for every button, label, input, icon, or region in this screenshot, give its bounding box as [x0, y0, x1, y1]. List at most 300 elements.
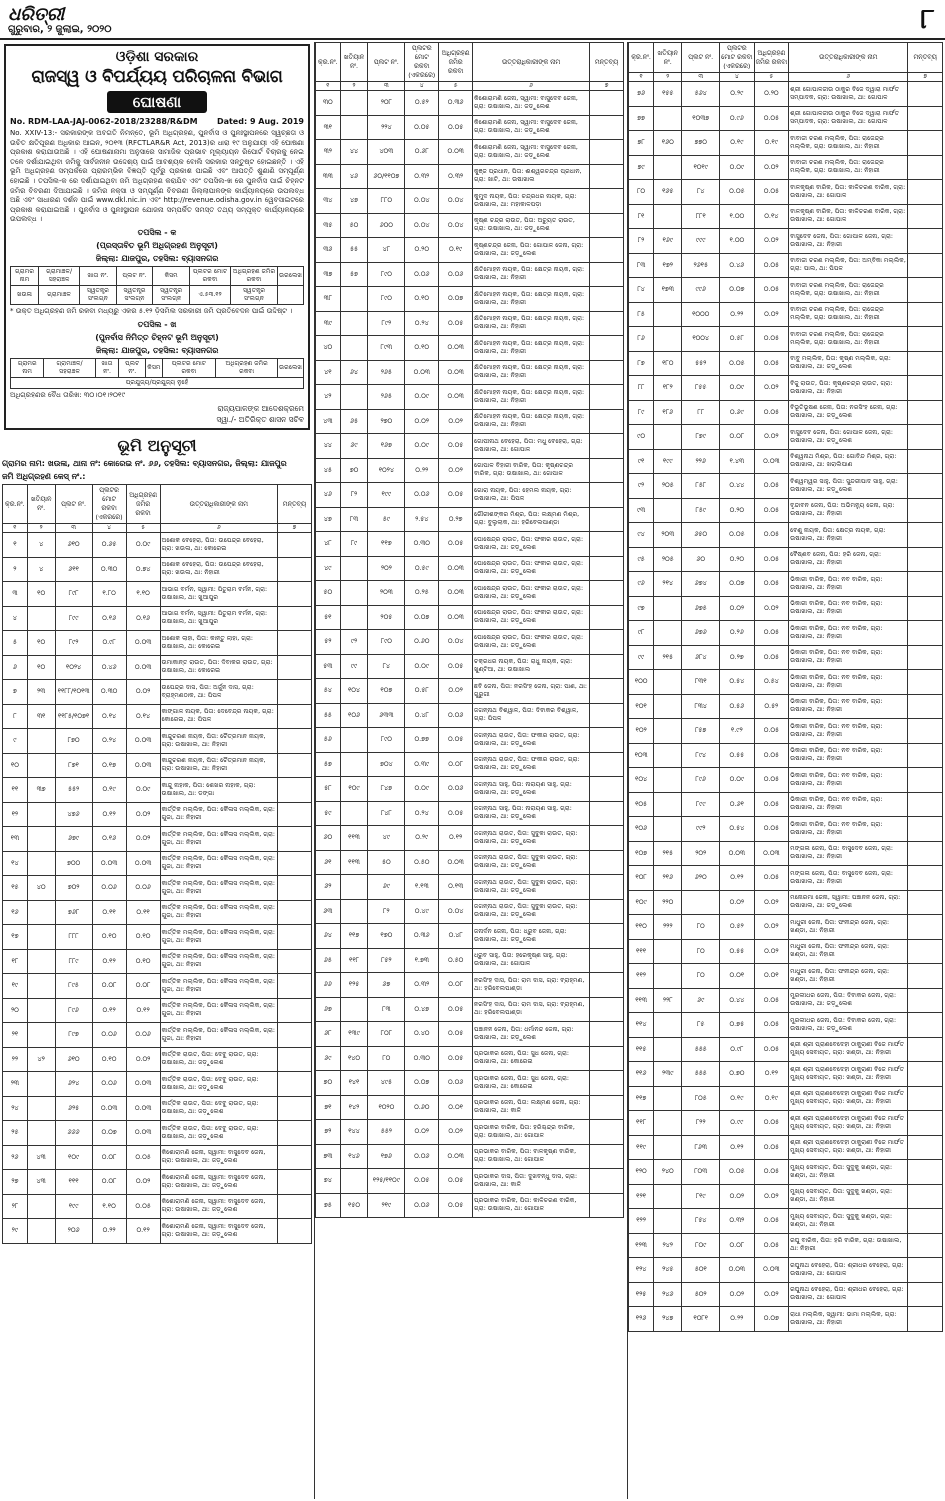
table-row [3, 655, 312, 680]
total-area-cell: ୦.୧୯ [720, 131, 755, 156]
khata-cell: ୬୯ [340, 434, 368, 459]
remarks-cell [590, 899, 624, 924]
serial-cell: ୭୩ [316, 1144, 341, 1169]
acquired-area-cell: ୦.୦୫ [754, 180, 789, 205]
table-row [629, 278, 943, 303]
serial-cell: ୫୬ [316, 728, 341, 753]
serial-cell: ୧୨୬ [629, 1307, 654, 1332]
acquired-area-cell: ୦.୦୫ [439, 434, 473, 459]
owner-name-cell: ଛବି ଜେନା, ପିତା: ନରସିଂହ ଜେନା, ଗ୍ରା: ପାଣ, ଥା: ଗୁରୁଗୀ [473, 679, 590, 704]
owner-name-cell: କ୍ଷିତିମୋହନ ନାୟକ, ପିତା: କ୍ଷେତ୍ର ନାୟକ, ଗ୍ରା: ଉଷାଖାଲ, ଥା: ନିହାରୀ [473, 360, 590, 385]
acquired-area-cell: ୦.୦୫ [754, 719, 789, 744]
table-row [629, 1062, 943, 1087]
owner-name-cell: କ୍ଷିତିମୋହନ ନାୟକ, ପିତା: କ୍ଷେତ୍ର ନାୟକ, ଗ୍ରା: ଉଷାଖାଲ, ଥା: ନିହାରୀ [473, 336, 590, 361]
serial-cell: ୨୮ [3, 1194, 28, 1219]
remarks-cell [590, 801, 624, 826]
khata-cell [654, 1209, 682, 1234]
owner-name-cell: ବୃନ୍ଦାବନ ଜେନା, ପିତା: ଅଭିମନ୍ୟୁ ଜେନା, ଗ୍ରା: ଉଷାଖାଲ, ଥା: ନିହାରୀ [789, 498, 908, 523]
remarks-cell [908, 670, 943, 695]
total-area-cell: ୦.୦୬ [92, 1023, 126, 1048]
plot-cell: ୮୯୪ [682, 743, 720, 768]
khata-cell [27, 827, 55, 852]
acquired-area-cell: ୦.୫୨ [754, 694, 789, 719]
table-row [629, 327, 943, 352]
plot-cell: ୬୧୦ [55, 1047, 92, 1072]
owner-name-cell: ପ୍ରଭାକର ବାରିକ, ପିତା: କାଳିଚରଣ ବାରିକ, ଗ୍ରା: ଉଷାଖାଲ, ଥା: ଗୋପାଳ [473, 1193, 590, 1218]
plot-cell: ୯୯୨ [682, 817, 720, 842]
plot-cell: ୬୮୪ [682, 645, 720, 670]
plot-cell: ୮୬୩ [682, 1135, 720, 1160]
total-area-cell: ୦.୦୩ [405, 360, 439, 385]
table-header-row [316, 43, 624, 82]
remarks-cell [908, 131, 943, 156]
remarks-cell [908, 1135, 943, 1160]
owner-name-cell: ଅଶୋକ ବେହେରା, ପିତା: ଉପେନ୍ଦ୍ର ବେହେରା, ଗ୍ରା: ଖଉଳା, ଥା: କୋରେଇ [160, 533, 277, 558]
owner-name-cell: ରଘୁନାଥ ବେହେରା, ପିତା: ଶ୍ରୀଧର ବେହେରା, ଗ୍ରା: ଉଷାଖାଲ, ଥା: ଗୋପାଳ [789, 1282, 908, 1307]
schedule-b-header-cell: ଗ୍ରାମର ନାମ [11, 358, 44, 377]
total-area-cell: ୦.୧୬ [92, 606, 126, 631]
remarks-cell [908, 351, 943, 376]
serial-cell: ୯୪ [629, 523, 654, 548]
total-area-cell: ୦.୦୧ [720, 964, 755, 989]
table-row [3, 974, 312, 999]
total-area-cell: ୦.୪୪ [720, 474, 755, 499]
serial-cell: ୮୭ [629, 351, 654, 376]
schedule-b-subtitle: (ପୁନର୍ବାସ ନିମିତ୍ତ ଚିହ୍ନଟ ଭୂମି ଅନୁସୂଚୀ) [95, 332, 219, 342]
table-row [629, 155, 943, 180]
acquired-area-cell: ୦.୦୨ [126, 680, 160, 705]
schedule-a-cell: ସ୍ୱତନ୍ତ୍ର ସଂଲଗ୍ନ [153, 285, 190, 304]
plot-cell: ୬୯ [368, 875, 405, 900]
acquired-area-cell: ୦.୦୫ [439, 728, 473, 753]
table-row [316, 507, 624, 532]
column-header: ଉତ୍ତରାଧିକାରୀଙ୍କ ନାମ [473, 43, 590, 82]
acquired-area-cell: ୦.୦୬ [126, 876, 160, 901]
acquired-area-cell: ୦.୧୨ [439, 826, 473, 851]
total-area-cell: ୦.୫୮ [405, 679, 439, 704]
table-row [316, 948, 624, 973]
table-row [629, 425, 943, 450]
plot-cell: ୮୯୦ [368, 287, 405, 312]
acquired-area-cell: ୦.୦୩ [439, 360, 473, 385]
plot-cell: ୮୦୮ [368, 1022, 405, 1047]
land-schedule-title: ଭୂମି ଅନୁସୂଚୀ [117, 436, 197, 456]
remarks-cell [908, 841, 943, 866]
table-row [629, 204, 943, 229]
total-area-cell: ୦.୦୪ [405, 213, 439, 238]
total-area-cell: ୦.୪୬ [720, 253, 755, 278]
plot-cell: ୮୦ [368, 1046, 405, 1071]
owner-name-cell: ମୁଖ୍ୟ ସେବାୟତ, ପିତା: ସୁଦୁକୁ ଖଣ୍ଡା, ଗ୍ରା: ଖଣ୍ଡା, ଥା: ନିହାରୀ [789, 1160, 908, 1185]
column-index: ୩ [682, 73, 720, 82]
plot-cell: ୮୫୨ [368, 948, 405, 973]
plot-cell: ୮୯୬ [682, 768, 720, 793]
plot-cell [682, 890, 720, 915]
serial-cell: ୫୮ [316, 777, 341, 802]
khata-cell: ୧୧୮ [340, 948, 368, 973]
table-row [316, 801, 624, 826]
owner-name-cell: ପ୍ରଭାକର ବାରିକ, ପିତା: ବାଳକୃଷ୍ଣ ବାରିକ, ଗ୍ରା: ଉଷାଖାଲ, ଥା: ଗୋପାଳ [473, 1144, 590, 1169]
table-row [316, 1169, 624, 1194]
remarks-cell [277, 1047, 311, 1072]
serial-cell: ୪୭ [316, 507, 341, 532]
serial-cell: ୬୦ [316, 826, 341, 851]
total-area-cell: ୦.୬୮ [405, 140, 439, 165]
owner-name-cell: ଚକ୍ରଧର ନାୟକ, ପିତା: ରାଧୁ ନାୟକ, ଗ୍ରା: ଖୁଣ୍ଟିଆ, ଥା: ଉଷାଖାଲ [473, 654, 590, 679]
remarks-cell [590, 483, 624, 508]
total-area-cell: ୦.୬୯ [720, 400, 755, 425]
acquired-area-cell: ୦.୦୬ [439, 777, 473, 802]
table-row [3, 1096, 312, 1121]
acquired-area-cell: ୦.୩୬ [439, 91, 473, 116]
table-row [3, 533, 312, 558]
serial-cell: ୧୯ [3, 974, 28, 999]
remarks-cell [908, 1184, 943, 1209]
schedule-a-header-cell: ଉରଲେଖ [277, 266, 303, 285]
table-row [316, 899, 624, 924]
plot-cell: ୮୮ [682, 400, 720, 425]
owner-name-cell: କାର୍ତ୍ତିକ ମଲ୍ଲିକ, ପିତା: କୈଳାସ ମଲ୍ଲିକ, ଗ୍ରା: ଗୁଜା, ଥା: ନିହାରୀ [160, 827, 277, 852]
table-row [629, 351, 943, 376]
schedule-a-header-cell: ପ୍ଲଟର ମୋଟ ରକବା [190, 266, 231, 285]
column-index: ୩ [368, 82, 405, 91]
plot-cell: ୮୨୨ [682, 1111, 720, 1136]
serial-cell: ୨୭ [3, 1170, 28, 1195]
plot-cell: ୧୦୮୧ [682, 1307, 720, 1332]
table-row [3, 802, 312, 827]
acquired-area-cell: ୦.୦୫ [754, 1233, 789, 1258]
table-row [3, 582, 312, 607]
khata-cell: ୧୭୩ [654, 278, 682, 303]
column-header: ଖତିୟାନ ନଂ. [340, 43, 368, 82]
column-header: ମନ୍ତବ୍ୟ [590, 43, 624, 82]
acquired-area-cell: ୦.୦୪ [439, 213, 473, 238]
serial-cell: ୯୬ [629, 572, 654, 597]
owner-name-cell: ବେଣୁ ନାୟକ, ପିତା: କ୍ଷେତ୍ର ନାୟକ, ଗ୍ରା: ଉଷାଖାଲ, ଥା: ନିହାରୀ [789, 523, 908, 548]
plot-cell: ୧୦୩୭ [682, 106, 720, 131]
table-row [629, 1037, 943, 1062]
total-area-cell: ୦.୫୫ [720, 743, 755, 768]
notice-reference: No. RDM-LAA-JAJ-0062-2018/23288/R&DM [10, 117, 198, 126]
remarks-cell [908, 817, 943, 842]
total-area-cell: ୦.୦୭ [405, 605, 439, 630]
serial-cell: ୮୩ [629, 253, 654, 278]
remarks-cell [590, 1095, 624, 1120]
total-area-cell: ୦.୧୨ [720, 1135, 755, 1160]
table-row [3, 876, 312, 901]
khata-cell: ୧୬୯ [654, 229, 682, 254]
total-area-cell: ୦.୦୬ [405, 483, 439, 508]
total-area-cell: ୦.୦୮ [92, 1170, 126, 1195]
plot-cell: ୧୦୧୯ [682, 155, 720, 180]
serial-cell: ୫ [3, 631, 28, 656]
plot-cell: ୫୦ [368, 850, 405, 875]
khata-cell: ୨୧୫ [654, 841, 682, 866]
plot-cell: ୮୯୨ [368, 311, 405, 336]
khata-cell: ୧୯୯ [654, 449, 682, 474]
plot-cell: ୨୦୫ [368, 605, 405, 630]
table-row [316, 164, 624, 189]
acquired-area-cell: ୦.୦୫ [439, 483, 473, 508]
khata-cell: ୨୧୪ [654, 572, 682, 597]
total-area-cell: ୦.୦୭ [720, 572, 755, 597]
acquired-area-cell: ୦.୧୨ [126, 1219, 160, 1244]
serial-cell: ୫୨ [316, 630, 341, 655]
table-row [3, 680, 312, 705]
acquired-area-cell: ୦.୦୫ [126, 1194, 160, 1219]
remarks-cell [908, 1282, 943, 1307]
serial-cell: ୧୦୨ [629, 719, 654, 744]
owner-name-cell: ଶ୍ରୀ ଶ୍ରୀ ପ୍ରାଣବେଦେହୀ ଠାକୁରାଣୀ ବିଜେ ମାର୍ଫତ ମୁଖ୍ୟ ସେବାୟତ, ଗ୍ରା: ଖଣ୍ଡା, ଥା: ନିହାରୀ [789, 1086, 908, 1111]
khata-cell [340, 287, 368, 312]
total-area-cell: ୦.୧୨ [720, 866, 755, 891]
remarks-cell [908, 106, 943, 131]
owner-name-cell: କାର୍ତ୍ତିକ ରାଉତ, ପିତା: ଦେବୁ ରାଉତ, ଗ୍ରା: ଉଷାଖାଲ, ଥା: ଜଡ଼ୁଲେଶ [160, 1047, 277, 1072]
total-area-cell: ୦.୦୬ [405, 262, 439, 287]
acquired-area-cell: ୦.୦୩ [439, 140, 473, 165]
column-header: ପ୍ଲଟର ମୋଟ ରକବା (ଏକରରେ) [405, 43, 439, 82]
owner-name-cell: ପ୍ରଭାକର ଜେନା, ପିତା: ସୁଧ ଜେନା, ଗ୍ରା: ଉଷାଖାଲ, ଥା: କୋରେଇ [473, 1071, 590, 1096]
acquired-area-cell: ୦.୦୩ [439, 336, 473, 361]
remarks-cell [590, 262, 624, 287]
table-row [316, 140, 624, 165]
plot-cell: ୫୯ [368, 507, 405, 532]
column-header: ପ୍ଲଟ ନଂ. [368, 43, 405, 82]
serial-cell: ୧୫ [3, 876, 28, 901]
owner-name-cell: କିଶୋରାମଣି ଜେନା, ସ୍ୱାମୀ: ବାସୁଦେବ ଜେନା, ଗ୍ରା: ଉଷାଖାଲ, ଥା: ଜଡ଼ୁଲେଶ [160, 1194, 277, 1219]
owner-name-cell: କାର୍ତ୍ତିକ ରାଉତ, ପିତା: ଦେବୁ ରାଉତ, ଗ୍ରା: ଉଷାଖାଲ, ଥା: ଜଡ଼ୁଲେଶ [160, 1096, 277, 1121]
acquired-area-cell: ୦.୦୩ [754, 1258, 789, 1283]
acquired-area-cell: ୦.୦୨ [754, 229, 789, 254]
owner-name-cell: ବାବାଜୀ ଚରଣ ମଲ୍ଲିକ, ପିତା: ରାଜେନ୍ଦ୍ର ମଲ୍ଲିକ, ଗ୍ରା: ଉଷାଖାଲ, ଥା: ନିହାରୀ [789, 327, 908, 352]
serial-cell: ୧୧୮ [629, 1111, 654, 1136]
acquired-area-cell: ୦.୦୫ [439, 115, 473, 140]
plot-cell: ୨୦୨ [682, 841, 720, 866]
remarks-cell [590, 336, 624, 361]
total-area-cell: ୦.୦୫ [720, 1160, 755, 1185]
owner-name-cell: ଭିକାରୀ ବାରିକ, ପିତା: ନବ ବାରିକ, ଗ୍ରା: ଉଷାଖାଲ, ଥା: ନିହାରୀ [789, 694, 908, 719]
serial-cell: ୧୧୭ [629, 1086, 654, 1111]
khata-cell [27, 1121, 55, 1146]
serial-cell: ୧୭ [3, 925, 28, 950]
acquired-area-cell: ୦.୦୫ [439, 1193, 473, 1218]
acquired-area-cell: ୦.୦୬ [439, 262, 473, 287]
total-area-cell: ୦.୦୮ [92, 1145, 126, 1170]
total-area-cell: ୦.୦୫ [720, 180, 755, 205]
owner-name-cell: ଭିକାରୀ ବାରିକ, ପିତା: ନବ ବାରିକ, ଗ୍ରା: ଉଷାଖାଲ, ଥା: ନିହାରୀ [789, 645, 908, 670]
total-area-cell: ୦.୧୪ [92, 704, 126, 729]
acquired-area-cell: ୦.୦୬ [439, 1071, 473, 1096]
table-row [629, 523, 943, 548]
total-area-cell: ୦.୦୨ [720, 1184, 755, 1209]
total-area-cell: ୦.୧୬ [92, 827, 126, 852]
khata-cell: ୨୪୫ [654, 1258, 682, 1283]
khata-cell [27, 729, 55, 754]
owner-name-cell: କୁଞ୍ଜ ପ୍ରଧାନ, ପିତା: ଈଶ୍ୱରଚନ୍ଦ୍ର ପ୍ରଧାନ, ଗ୍ରା: ଖାଟି, ଥା: ଉଷାଖାଲ [473, 164, 590, 189]
serial-cell: ୧୮ [3, 949, 28, 974]
plot-cell: ୧୦୦୦ [682, 302, 720, 327]
remarks-cell [908, 400, 943, 425]
remarks-cell [908, 1233, 943, 1258]
owner-name-cell: ପ୍ରଭାକର ଦାସ, ପିତା: ଦୁଖବନ୍ଧୁ ଦାସ, ଗ୍ରା: ଉଷାଖାଲ, ଥା: କାଳି [473, 1169, 590, 1194]
plot-cell: ୮୨ [368, 899, 405, 924]
khata-cell [27, 802, 55, 827]
table-row [3, 1145, 312, 1170]
total-area-cell: ୦.୧୨ [92, 949, 126, 974]
total-area-cell: ୦.୧୨ [92, 802, 126, 827]
serial-cell: ୬ [3, 655, 28, 680]
total-area-cell: ୦.୨୯ [720, 82, 755, 107]
remarks-cell [908, 376, 943, 401]
acquired-area-cell: ୦.୦୨ [126, 1047, 160, 1072]
remarks-cell [908, 988, 943, 1013]
serial-cell: ୭୪ [316, 1169, 341, 1194]
owner-name-cell: କାର୍ତ୍ତିକ ମଲ୍ଲିକ, ପିତା: କୈଳାସ ମଲ୍ଲିକ, ଗ୍ରା: ଗୁଜା, ଥା: ନିହାରୀ [160, 851, 277, 876]
plot-cell: ୮୫୪ [682, 1209, 720, 1234]
serial-cell: ୭ [3, 680, 28, 705]
serial-cell: ୧୨୦ [629, 1160, 654, 1185]
table-row [629, 670, 943, 695]
khata-cell: ୮୩ [340, 507, 368, 532]
column-header: ପ୍ଲଟ ନଂ. [682, 43, 720, 73]
acquired-area-cell: ୦.୦୨ [439, 679, 473, 704]
owner-name-cell: ଜଗନ୍ନାଥ ସାହୁ, ପିତା: ନାରାୟଣ ସାହୁ, ଗ୍ରା: ଉଷାଖାଲ, ଥା: ଜଡ଼ୁଲେଶ [473, 777, 590, 802]
acquired-area-cell: ୦.୧୦ [126, 925, 160, 950]
remarks-cell [277, 1145, 311, 1170]
owner-name-cell: ଭିକାରୀ ବାରିକ, ପିତା: ନବ ବାରିକ, ଗ୍ରା: ଉଷାଖାଲ, ଥା: ନିହାରୀ [789, 792, 908, 817]
plot-cell: ୨୬୧୫ [682, 253, 720, 278]
table-row [3, 1170, 312, 1195]
owner-name-cell: କାର୍ତ୍ତିକ ମଲ୍ଲିକ, ପିତା: କୈଳାସ ମଲ୍ଲିକ, ଗ୍ରା: ଗୁଜା, ଥା: ନିହାରୀ [160, 900, 277, 925]
khata-cell [340, 752, 368, 777]
total-area-cell: ୦.୨୯ [405, 826, 439, 851]
total-area-cell: ୦.୦୫ [405, 1169, 439, 1194]
khata-cell [340, 385, 368, 410]
acquired-area-cell: ୦.୦୫ [754, 351, 789, 376]
serial-cell: ୯୦ [629, 425, 654, 450]
acquired-area-cell: ୦.୦୪ [439, 630, 473, 655]
owner-name-cell: କିଶୋରାମଣି ଜେନା, ସ୍ୱାମୀ: ବାସୁଦେବ ଜେନା, ଗ୍ରା: ଉଷାଖାଲ, ଥା: ଜଡ଼ୁଲେଶ [160, 1219, 277, 1244]
total-area-cell: ୦.୨୭ [720, 645, 755, 670]
khata-cell: ୨୨୦ [654, 890, 682, 915]
owner-name-cell: ବାସୁଦେବ ଜେନା, ପିତା: ଗୋପାଳ ଜେନା, ଗ୍ରା: ଉଷାଖାଲ, ଥା: ନିହାରୀ [789, 229, 908, 254]
owner-name-cell: ଭିକାରୀ ବାରିକ, ପିତା: ନବ ବାରିକ, ଗ୍ରା: ଉଷାଖାଲ, ଥା: ନିହାରୀ [789, 743, 908, 768]
remarks-cell [908, 572, 943, 597]
plot-cell: ୮୯୩ [368, 336, 405, 361]
schedule-a-header-cell: କିସମ [153, 266, 190, 285]
acquired-area-cell: ୦.୦୫ [754, 988, 789, 1013]
remarks-cell [277, 631, 311, 656]
owner-name-cell: ଉମାକାନ୍ତ ରାଉତ, ପିତା: ଦିବାକର ରାଉତ, ଗ୍ରା: ଉଷାଖାଲ, ଥା: କୋରେଇ [160, 655, 277, 680]
khata-cell [654, 327, 682, 352]
khata-cell [654, 498, 682, 523]
table-row [316, 262, 624, 287]
remarks-cell [277, 557, 311, 582]
plot-cell: ୮୩୪ [682, 694, 720, 719]
serial-cell: ୪୮ [316, 532, 341, 557]
acquired-area-cell: ୦.୦୫ [754, 106, 789, 131]
total-area-cell: ୦.୪୪ [720, 988, 755, 1013]
plot-cell: ୭୦୦ [55, 851, 92, 876]
serial-cell: ୪୩ [316, 409, 341, 434]
schedule-a-header-cell: ଗ୍ରାମର ନାମ [11, 266, 39, 285]
column-header: ଅଧିଗ୍ରହଣ ଜମିର ରକବା [754, 43, 789, 73]
schedule-b-header-cell: ଉରଲେଖ [277, 358, 303, 377]
serial-cell: ୭୦ [316, 1071, 341, 1096]
table-row [3, 827, 312, 852]
owner-name-cell: କ୍ଷିତିମୋହନ ନାୟକ, ପିତା: କ୍ଷେତ୍ର ନାୟକ, ଗ୍ରା: ଉଷାଖାଲ, ଥା: ନିହାରୀ [473, 385, 590, 410]
table-row [3, 606, 312, 631]
plot-cell: ୮୮୮ [55, 925, 92, 950]
owner-name-cell: ଗୌରୀଶଙ୍କର ମିଶ୍ର, ପିତା: ଲକ୍ଷ୍ମଣ ମିଶ୍ର, ଗ୍ରା: ବୁଲୁଲାକ, ଥା: ହରିବେଲପାଣ୍ଡା [473, 507, 590, 532]
khata-cell [340, 875, 368, 900]
serial-cell: ୧୨୪ [629, 1258, 654, 1283]
total-area-cell: ୦.୨୦ [405, 238, 439, 263]
serial-cell: ୯୯ [629, 645, 654, 670]
table-row [316, 189, 624, 214]
owner-name-cell: ପ୍ରଭାକର ବାରିକ, ପିତା: ହରିଶ୍ଚନ୍ଦ୍ର ବାରିକ, ଗ୍ରା: ଉଷାଖାଲ, ଥା: ଗୋପାଳ [473, 1120, 590, 1145]
remarks-cell [908, 939, 943, 964]
khata-cell: ୨୪୬ [654, 1282, 682, 1307]
owner-name-cell: କାର୍ତ୍ତିକ ରାଉତ, ପିତା: ଦେବୁ ରାଉତ, ଗ୍ରା: ଉଷାଖାଲ, ଥା: ଜଡ଼ୁଲେଶ [160, 1121, 277, 1146]
table-row [316, 728, 624, 753]
table-row [316, 91, 624, 116]
column-index: ୭ [590, 82, 624, 91]
table-row [629, 1282, 943, 1307]
khata-cell: ୨୨୮ [654, 988, 682, 1013]
total-area-cell: ୦.୬୦ [405, 630, 439, 655]
total-area-cell: ୦.୪୬ [92, 655, 126, 680]
total-area-cell: ୧.୭୩ [405, 948, 439, 973]
remarks-cell [277, 925, 311, 950]
table-row [316, 311, 624, 336]
table-row [629, 743, 943, 768]
table-row [629, 596, 943, 621]
total-area-cell: ୦.୪୭ [405, 997, 439, 1022]
khata-cell: ୨୪୦ [654, 1160, 682, 1185]
serial-cell: ୯୩ [629, 498, 654, 523]
owner-name-cell: ବାବୁ ମଲ୍ଲିକ, ପିତା: କୃଷ୍ଣ ମଲ୍ଲିକ, ଗ୍ରା: ଉଷାଖାଲ, ଥା: ଜଡ଼ୁଲେଶ [789, 351, 908, 376]
acquired-area-cell: ୦.୦୩ [439, 605, 473, 630]
acquired-area-cell: ୦.୦୫ [754, 743, 789, 768]
serial-cell: ୧୨୫ [629, 1282, 654, 1307]
total-area-cell: ୦.୪୮ [405, 703, 439, 728]
total-area-cell: ୦.୩୯ [405, 752, 439, 777]
serial-cell: ୧୦୩ [629, 743, 654, 768]
plot-cell: ୨୨୪ [368, 115, 405, 140]
plot-cell: ୫୫୨ [682, 351, 720, 376]
newspaper-logo: ଧରିତ୍ରୀ [8, 4, 65, 25]
owner-name-cell: କାନ୍ଦୁଚରଣ ନାୟକ, ପିତା: ଚୈତ୍ରମାନ ନାୟକ, ଗ୍ରା: ଉଷାଖାଲ, ଥା: ନିହାରୀ [160, 729, 277, 754]
plot-cell: ୬୦୦ [368, 213, 405, 238]
total-area-cell: ୦.୭୦ [720, 1062, 755, 1087]
acquired-area-cell: ୦.୦୩ [439, 581, 473, 606]
total-area-cell: ୦.୦୮ [720, 1233, 755, 1258]
serial-cell: ୬୯ [316, 1046, 341, 1071]
khata-cell [27, 1194, 55, 1219]
table-row [3, 851, 312, 876]
remarks-cell [277, 655, 311, 680]
table-row [629, 1086, 943, 1111]
plot-cell: ୮୯୨ [55, 631, 92, 656]
khata-cell: ୧୧୩ [340, 850, 368, 875]
table-row [316, 581, 624, 606]
column-header: ଖତିୟାନ ନଂ. [654, 43, 682, 73]
remarks-cell [277, 1219, 311, 1244]
total-area-cell: ୧.୦୦ [720, 229, 755, 254]
table-row [629, 915, 943, 940]
owner-name-cell: ଜଗନ୍ନାଥ ରାଉତ, ପିତା: ସୁଦୁକା ରାଉତ, ଗ୍ରା: ଉଷାଖାଲ, ଥା: ଜଡ଼ୁଲେଶ [473, 875, 590, 900]
